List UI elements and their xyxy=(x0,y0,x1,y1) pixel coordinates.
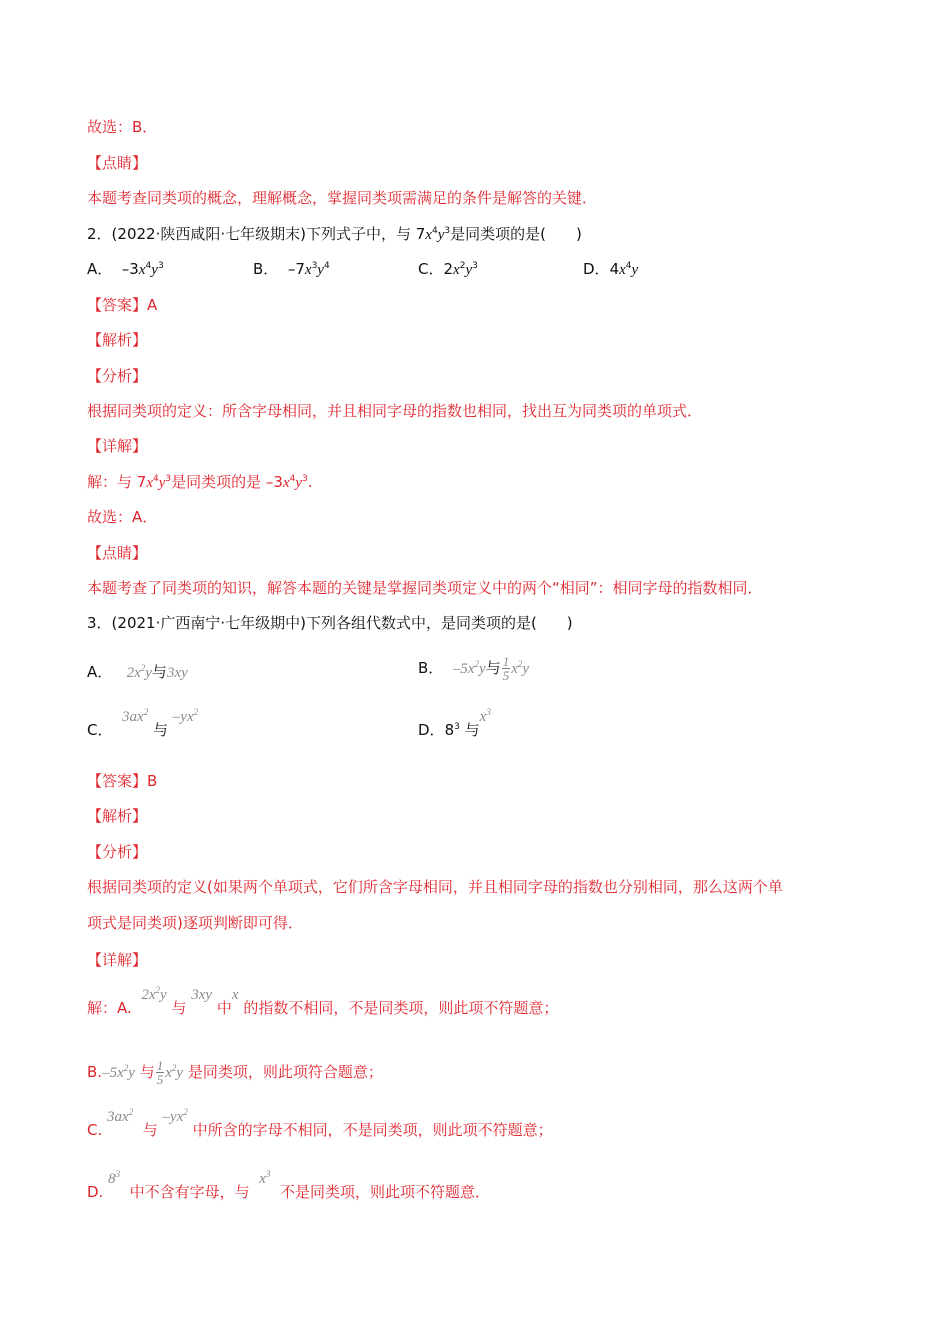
q2-expr: $7x^4y^3$ xyxy=(415,225,451,243)
q2-answer: 【答案】A xyxy=(87,296,158,314)
q3-detail-d-prefix: D. xyxy=(87,1183,104,1201)
q3-detail-a-suffix: 的指数不相同，不是同类项，则此项不符题意； xyxy=(243,999,559,1017)
q3-xiangjie: 【详解】 xyxy=(87,951,148,969)
q3-detail-b-prefix: B. xyxy=(87,1063,103,1081)
q2-jiexi: 【解析】 xyxy=(87,331,148,349)
q2-option-c: C．$2x^2y^3$ xyxy=(418,260,478,278)
q2-analysis: 根据同类项的定义：所含字母相同，并且相同字母的指数也相同，找出互为同类项的单项式． xyxy=(87,402,703,420)
q2-option-c-label: C． xyxy=(418,260,444,278)
q2-option-d-label: D． xyxy=(583,260,610,278)
q3-detail-a-mid: 中 xyxy=(216,999,232,1017)
q3-detail-c-suffix: 中所含的字母不相同，不是同类项，则此项不符题意； xyxy=(192,1121,553,1139)
q2-option-b: B． $-7x^3y^4$ xyxy=(253,260,330,278)
q3-detail-c: C. $3ax^2$ 与 $-yx^2$ 中所含的字母不相同，不是同类项，则此项不符题意； xyxy=(87,1107,553,1139)
q2-option-a: A． $-3x^4y^3$ xyxy=(87,260,164,278)
q3-detail-c-yu: 与 xyxy=(142,1121,158,1139)
q2-fenxi: 【分析】 xyxy=(87,367,148,385)
q3-detail-b: $B.-5x^2y$ 与 $\frac{1}{5}$ $x^2y$ 是同类项，则此项符合题意； xyxy=(87,1058,383,1087)
q2-detail-mid: 是同类项的是 xyxy=(171,473,266,491)
q2-option-a-label: A． xyxy=(87,260,113,278)
q3-detail-a-prefix: 解：A. xyxy=(87,999,132,1017)
q3-detail-b-yu: 与 xyxy=(139,1063,155,1081)
q2-dianjing-text: 本题考查了同类项的知识，解答本题的关键是掌握同类项定义中的两个“相同”：相同字母的指数相同． xyxy=(87,579,763,597)
q2-detail-prefix: 解：与 xyxy=(87,473,137,491)
q3-option-a-label: A． xyxy=(87,663,113,681)
q3-option-c-label: C． xyxy=(87,721,113,739)
q2-option-d: D．$4x^4y$ xyxy=(583,260,639,278)
q3-detail-c-prefix: C. xyxy=(87,1121,103,1139)
q3-d-yu: 与 xyxy=(464,721,480,739)
q2-option-b-label: B． xyxy=(253,260,279,278)
question-2-stem xyxy=(87,224,582,245)
q3-b-yu: 与 xyxy=(485,659,501,677)
q3-a-yu: 与 xyxy=(151,663,167,681)
q3-option-a: A． $2x^2y$与3xy xyxy=(87,663,188,681)
q3-option-b: B． $-5x^2y$与 $\frac{1}{5}$ $x^2y$ xyxy=(418,654,530,683)
q2-conclusion: 故选：A． xyxy=(87,508,158,526)
q3-fenxi: 【分析】 xyxy=(87,843,148,861)
q2-detail: 解：与 $7x^4y^3$是同类项的是 $-3x^4y^3$. xyxy=(87,473,313,491)
q2-prefix: 2．(2022·陕西咸阳·七年级期末)下列式子中，与 xyxy=(87,225,416,243)
q3-c-yu: 与 xyxy=(152,721,168,739)
q2-suffix: 是同类项的是( ) xyxy=(450,225,582,243)
q2-dianjing-tag: 【点睛】 xyxy=(87,544,148,562)
q2-xiangjie: 【详解】 xyxy=(87,437,148,455)
dianjing-text-q1: 本题考查同类项的概念，理解概念，掌握同类项需满足的条件是解答的关键． xyxy=(87,189,598,207)
q3-answer: 【答案】B xyxy=(87,772,158,790)
q3-detail-d-suffix: 不是同类项，则此项不符题意． xyxy=(279,1183,490,1201)
q3-analysis-line1: 根据同类项的定义(如果两个单项式，它们所含字母相同，并且相同字母的指数也分别相同，那么这两个单 xyxy=(87,878,783,896)
q3-detail-d: D. $8^3$ 中不含有字母，与 $x^3$ 不是同类项，则此项不符题意． xyxy=(87,1169,490,1201)
q3-analysis-line2: 项式是同类项)逐项判断即可得． xyxy=(87,914,303,932)
question-3-stem: 3．(2021·广西南宁·七年级期中)下列各组代数式中，是同类项的是( ) xyxy=(87,614,573,632)
q3-option-b-label: B． xyxy=(418,659,444,677)
q3-option-c: C． $3ax^2$ 与 $-yx^2$ xyxy=(87,707,199,739)
q3-detail-a: 解：A. $2x^2y$ 与 3xy 中x 的指数不相同，不是同类项，则此项不符题意； xyxy=(87,985,559,1017)
q3-detail-a-yu: 与 xyxy=(171,999,187,1017)
conclusion-q1: 故选：B． xyxy=(87,118,158,136)
q3-option-d-label: D． xyxy=(418,721,445,739)
q3-detail-d-mid: 中不含有字母，与 xyxy=(129,1183,250,1201)
q3-option-d: D．$8^3$ 与$x^3$ xyxy=(418,707,491,739)
q3-detail-b-suffix: 是同类项，则此项符合题意； xyxy=(187,1063,383,1081)
dianjing-tag-q1: 【点睛】 xyxy=(87,154,148,172)
q3-jiexi: 【解析】 xyxy=(87,807,148,825)
